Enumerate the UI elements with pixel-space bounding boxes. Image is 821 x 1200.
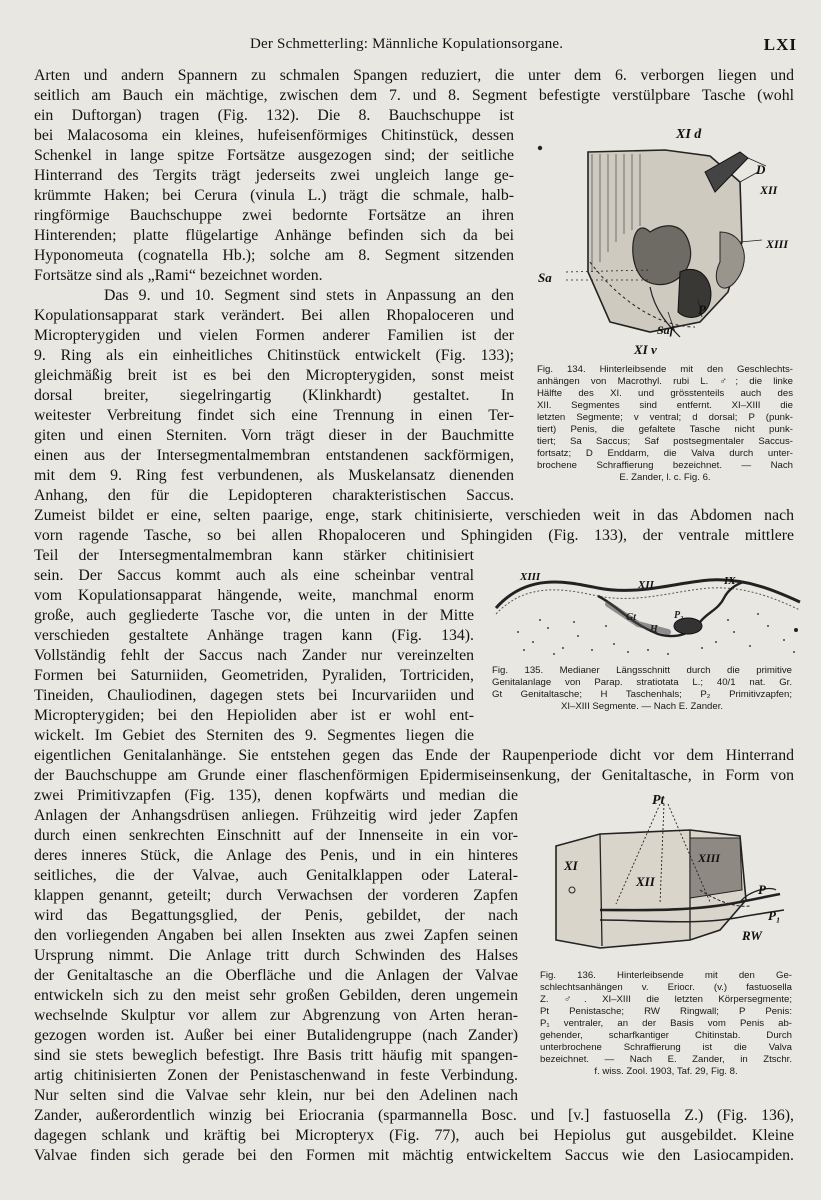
text-line: eigentlichen Genitalanhänge. Sie entstehen gegen das Ende der Raupenperiode dicht vor dem Hinterrand xyxy=(34,747,794,764)
text-line: Micropterygiden und vielen Formen anderer Familien ist der xyxy=(34,327,514,344)
text-line: Zumeist bildet er eine, selten paarige, enge, stark chitinisierte, verschieden weit in das Abdomen nach xyxy=(34,507,794,524)
caption-line: Z. ♂. XI–XIII die letzten Körpersegmente; xyxy=(540,994,792,1005)
caption-line: Fig. 135. Medianer Längsschnitt durch die primitive xyxy=(492,665,792,676)
caption-line: Gt Genitaltasche; H Taschenhals; P₂ Primitivzapfen; xyxy=(492,689,792,700)
label-ix: IX xyxy=(724,575,736,587)
text-line: Micropterygiden; bei den Hepioliden aber ist er wohl ent- xyxy=(34,707,474,724)
page-header xyxy=(0,36,821,56)
running-title: Der Schmetterling: Männliche Kopulationsorgane. xyxy=(250,36,564,52)
text-line: gezogen worden ist. Außer bei einer Butalidengruppe (nach Zander) xyxy=(34,1027,518,1044)
caption-line: XII. Segmentes sind entfernt. XI–XIII die xyxy=(537,400,793,411)
text-line: Teil der Intersegmentalmembran kann stärker chitinisiert xyxy=(34,547,474,564)
figure-134-drawing xyxy=(530,122,810,358)
text-line: einen aus der Intersegmentalmembran entstandenen sackförmigen, xyxy=(34,447,514,464)
label-sa: Sa xyxy=(538,270,552,285)
label-p2: P₂ xyxy=(674,610,684,621)
text-line: entwickeln sich zu den meist sehr großen Gebilden, deren ungemein xyxy=(34,987,518,1004)
caption-line: tiert) Penis, die gefaltete Tasche nicht punk- xyxy=(537,424,793,435)
text-line: 9. Ring als ein einheitliches Chitinstück entwickelt (Fig. 133); xyxy=(34,347,514,364)
text-line: klappen genannt, geteilt; durch Verwachsen der vorderen Zapfen xyxy=(34,887,518,904)
caption-line: anhängen von Macrothyl. rubi L. ♂; die linke xyxy=(537,376,793,387)
text-line: vom Kopulationsapparat hängende, weite, manchmal enorm xyxy=(34,587,474,604)
caption-line: fortsatz; D Enddarm, die Valva durch unter- xyxy=(537,448,793,459)
text-line: der Bauchschuppe am Grunde einer flaschenförmigen Epidermiseinsenkung, der Genitaltasche, in Form von xyxy=(34,767,794,784)
text-line: Arten und andern Spannern zu schmalen Spangen reduziert, die unter dem 6. verborgen liegen und xyxy=(34,67,794,84)
label-p: P xyxy=(758,882,766,897)
text-line: wickelt. Im Gebiet des Sterniten des 9. Segmentes liegen die xyxy=(34,727,474,744)
text-line: Valvae finden sich gerade bei den Formen mit mächtig entwickeltem Saccus wie den Lasiocampiden. xyxy=(34,1147,794,1164)
text-line: wechselnde Skulptur vor allem zur Abgrenzung von Arten heran- xyxy=(34,1007,518,1024)
figure-136-drawing xyxy=(540,790,810,962)
figure-135-drawing xyxy=(488,562,810,662)
label-xid: XI d xyxy=(676,127,702,142)
text-line: Anhang, den für die Lepidopteren charakteristischen Saccus. xyxy=(34,487,514,504)
label-xiii: XIII xyxy=(766,237,789,251)
text-line: Hinterrand des Tergits trägt jederseits zwei ungleich lange ge- xyxy=(34,167,514,184)
text-line: verschieden gestaltete Anhänge tragen kann (Fig. 134). xyxy=(34,627,474,644)
text-line: bei Malacosoma ein kleines, hufeisenförmiges Chitinstück, dessen xyxy=(34,127,514,144)
caption-line: unterbrochene Schraffierung ist die Valva xyxy=(540,1042,792,1053)
label-xi: XI xyxy=(564,858,578,873)
text-line: ein Duftorgan) tragen (Fig. 132). Die 8. Bauchschuppe ist xyxy=(34,107,514,124)
text-line: sein. Der Saccus kommt auch als eine scheinbar ventral xyxy=(34,567,474,584)
caption-line: gehender, scharfkantiger Chitinstab. Durch xyxy=(540,1030,792,1041)
caption-line: bezeichnet. — Nach E. Zander, in Ztschr. xyxy=(540,1054,792,1065)
label-p1: P₁ xyxy=(768,908,781,923)
label-xii: XII xyxy=(636,874,655,889)
text-line: den vorliegenden Angaben bei allen Insekten aus zwei Zapfen seinen xyxy=(34,927,518,944)
text-line: Zander, außerordentlich winzig bei Eriocrania (sparmannella Bosc. und [v.] fastuosella Z.) (Fig. 136), xyxy=(34,1107,794,1124)
text-line: Kopulationsapparat stark verändert. Bei allen Rhopaloceren und xyxy=(34,307,514,324)
caption-line: Genitalanlage von Parap. stratiotata L.; 40/1 nat. Gr. xyxy=(492,677,792,688)
label-xii: XII xyxy=(638,579,654,591)
text-line: zwei Primitivzapfen (Fig. 135), denen kopfwärts und median die xyxy=(34,787,518,804)
label-xiii: XIII xyxy=(698,851,721,865)
text-line: Das 9. und 10. Segment sind stets in Anpassung an den xyxy=(104,287,514,304)
caption-line: Fig. 136. Hinterleibsende mit den Ge- xyxy=(540,970,792,981)
label-gt: Gt xyxy=(626,612,636,623)
text-line: deres inneres Stück, die Anlage des Penis, und in ein hinteres xyxy=(34,847,518,864)
caption-line: E. Zander, l. c. Fig. 6. xyxy=(619,472,711,483)
text-line: Hinterenden; platte flügelartige Anhänge befinden sich da bei xyxy=(34,227,514,244)
page-number: LXI xyxy=(763,35,797,54)
text-line: wird das Begattungsglied, der Penis, gebildet, der nach xyxy=(34,907,518,924)
text-line: Anlagen der Anhangsdrüsen anliegen. Frühzeitig wird jeder Zapfen xyxy=(34,807,518,824)
text-line: mit dem 9. Ring fest verbundenen, als Muskelansatz dienenden xyxy=(34,467,514,484)
label-h: H xyxy=(650,624,658,635)
text-line: seitliches, die der Valvae, auch Genitalklappen oder Lateral- xyxy=(34,867,518,884)
figure-134 xyxy=(530,122,810,358)
text-line: sind sie stets beweglich befestigt. Ihre Basis tritt häufig mit spangen- xyxy=(34,1047,518,1064)
caption-line: Pt Penistasche; RW Ringwall; P Penis: xyxy=(540,1006,792,1017)
label-saf: Saf xyxy=(657,323,674,337)
text-line: der Genitaltasche an die Oberfläche und die Anlagen der Valvae xyxy=(34,967,518,984)
caption-line: brochene Schraffierung bezeichnet. — Nach xyxy=(537,460,793,471)
caption-line: f. wiss. Zool. 1903, Taf. 29, Fig. 8. xyxy=(594,1066,738,1077)
caption-line: schlechtsanhängen v. Eriocr. (v.) fastuosella xyxy=(540,982,792,993)
label-xiv: XI v xyxy=(634,342,657,357)
text-line: vorn ragende Tasche, so bei allen Rhopaloceren und Sphingiden (Fig. 133), der ventrale mittlere xyxy=(34,527,794,544)
text-line: Ursprung nimmt. Die Anlage tritt durch Schwinden des Halses xyxy=(34,947,518,964)
text-line: Vollständig fehlt der Saccus nach Zander nur vereinzelten xyxy=(34,647,474,664)
text-line: durch einen senkrechten Einschnitt auf der Innenseite in ein vor- xyxy=(34,827,518,844)
text-line: ringförmige Bauchschuppe zwei bedornte Fortsätze an ihren xyxy=(34,207,514,224)
text-line: Schenkel in lange spitze Fortsätze ausgezogen sind; der seitliche xyxy=(34,147,514,164)
caption-line: tiert; Sa Saccus; Saf postsegmentaler Saccus- xyxy=(537,436,793,447)
text-line: Formen bei Saturniiden, Geometriden, Pyraliden, Tortriciden, xyxy=(34,667,474,684)
caption-line: XI–XIII Segmente. — Nach E. Zander. xyxy=(560,701,724,712)
text-line: giten und einen Sterniten. Vorn trägt dieser in der Bauchmitte xyxy=(34,427,514,444)
caption-line: P₁ ventraler, an der Basis vom Penis ab- xyxy=(540,1018,792,1029)
text-line: Tineiden, Chauliodinen, dagegen stets bei Incurvariiden und xyxy=(34,687,474,704)
text-line: dagegen schlank und kräftig bei Micropteryx (Fig. 77), auch bei Hepiolus gut ausgebildet. Kleine xyxy=(34,1127,794,1144)
caption-line: Hälfte des XI. und grösstenteils auch des xyxy=(537,388,793,399)
text-line: Nur selten sind die Valvae sehr klein, nur bei den Adelinen nach xyxy=(34,1087,518,1104)
figure-136 xyxy=(540,790,810,962)
label-xiii: XIII xyxy=(520,571,541,583)
text-line: dorsal breiter, siegelringartig (Klinkhardt) gestaltet. In xyxy=(34,387,514,404)
caption-line: letzten Segmente; v ventral; d dorsal; P (punk- xyxy=(537,412,793,423)
text-line: artig chitinisierten Zonen der Penistaschenwand in feste Verbindung. xyxy=(34,1067,518,1084)
text-line: weitester Verbreitung findet sich eine Trennung in einen Ter- xyxy=(34,407,514,424)
text-line: Hyponomeuta (cognatella Hb.); solche am 8. Segment sitzenden xyxy=(34,247,514,264)
text-line: gleichmäßig breit ist es bei den Micropterygiden, sonst meist xyxy=(34,367,514,384)
text-line: krümmte Haken; bei Cerura (vinula L.) trägt die schmale, halb- xyxy=(34,187,514,204)
label-rw: RW xyxy=(742,928,762,943)
label-xii: XII xyxy=(760,183,778,197)
label-pt: Pt xyxy=(652,793,665,808)
label-p: P xyxy=(698,302,706,317)
label-d: D xyxy=(756,162,766,177)
text-line: seitlich am Bauch ein mächtige, zwischen dem 7. und 8. Segment befestigte verstülpbare Tasche (wohl xyxy=(34,87,794,104)
caption-line: Fig. 134. Hinterleibsende mit den Geschlechts- xyxy=(537,364,793,375)
figure-135 xyxy=(488,562,810,662)
text-line: Fortsätze sind als „Rami“ bezeichnet worden. xyxy=(34,267,323,284)
text-line: große, auch gegliederte Tasche vor, die unten in der Mitte xyxy=(34,607,474,624)
